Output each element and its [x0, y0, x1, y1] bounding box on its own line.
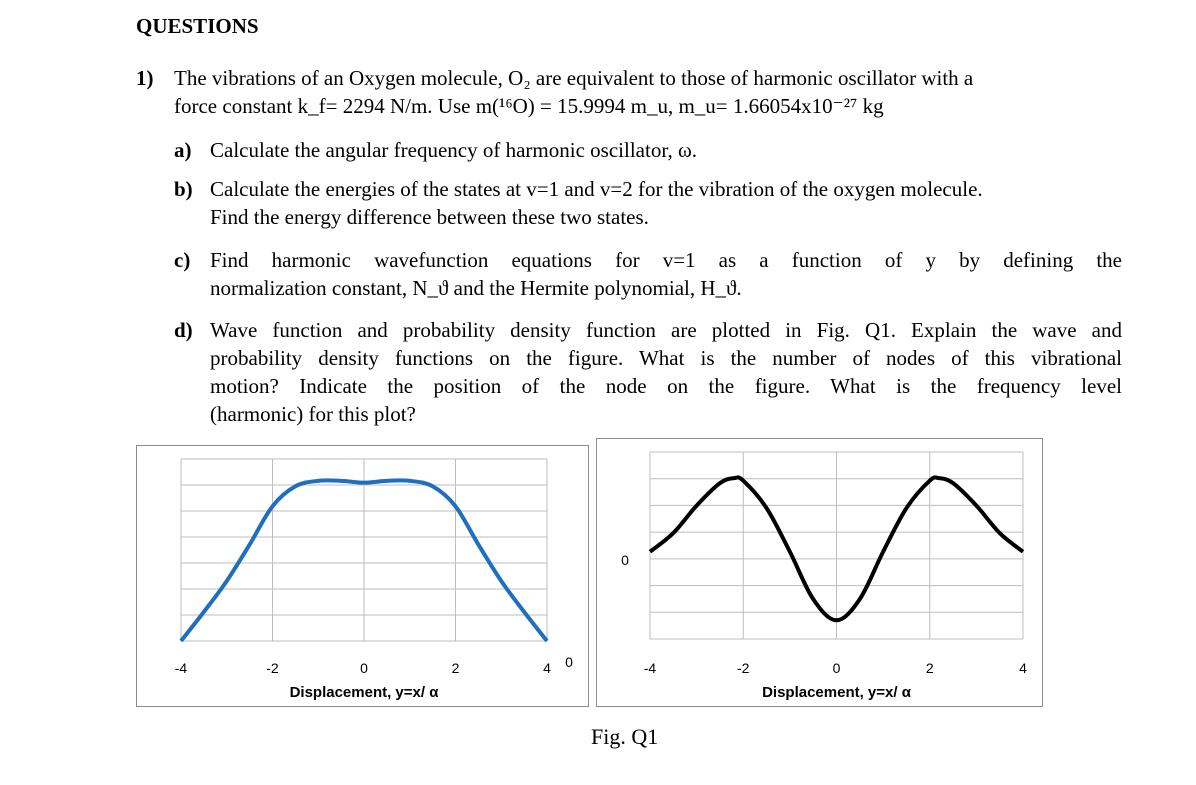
x-tick-label: 2: [925, 660, 934, 676]
x-axis-label: Displacement, y=x/ α: [289, 684, 439, 701]
x-tick-label: 4: [1019, 660, 1027, 676]
part-b-line-1: Calculate the energies of the states at v=1 and v=2 for the vibration of the oxygen molecule.: [210, 177, 983, 201]
figure-caption: Fig. Q1: [591, 724, 659, 749]
question-number: 1): [136, 66, 154, 90]
question-intro-line-2: force constant k_f= 2294 N/m. Use m(¹⁶O) = 15.9994 m_u, m_u= 1.66054x10⁻²⁷ kg: [174, 94, 884, 118]
x-axis-label: Displacement, y=x/ α: [762, 684, 911, 701]
x-tick-label: -4: [174, 660, 188, 676]
part-d-line-1: Wave function and probability density function are plotted in Fig. Q1. Explain the wave and: [210, 318, 1122, 342]
gridlines: [181, 459, 547, 641]
part-c-label: c): [174, 248, 191, 272]
x-tick-label: -4: [643, 660, 657, 676]
probability-density-plot: [137, 446, 588, 706]
part-c-line-1: Find harmonic wavefunction equations for v=1 as a function of y by defining the: [210, 248, 1122, 272]
x-tick-label: -2: [737, 660, 750, 676]
x-tick-label: 2: [451, 660, 460, 676]
x-tick-label: 0: [360, 660, 368, 676]
x-tick-label: 0: [832, 660, 841, 676]
wave-function-chart: [596, 438, 1043, 707]
part-a-line-1: Calculate the angular frequency of harmonic oscillator, ω.: [210, 138, 698, 162]
part-b-label: b): [174, 177, 193, 201]
wave-function-plot: [597, 439, 1042, 706]
y-tick-label: 0: [565, 654, 573, 670]
x-tick-label: 4: [543, 660, 551, 676]
part-d-line-3: motion? Indicate the position of the node on the figure. What is the frequency level: [210, 374, 1122, 398]
part-b-line-2: Find the energy difference between these two states.: [210, 205, 649, 229]
gridlines: [650, 452, 1023, 639]
x-tick-label: -2: [266, 660, 279, 676]
part-c-line-2: normalization constant, N_ϑ and the Hermite polynomial, H_ϑ.: [210, 276, 742, 300]
part-d-line-4: (harmonic) for this plot?: [210, 402, 416, 426]
part-d-label: d): [174, 318, 193, 342]
question-intro-line-1: The vibrations of an Oxygen molecule, O₂ are equivalent to those of harmonic oscillator with a: [174, 66, 974, 90]
probability-density-chart: [136, 445, 589, 707]
part-d-line-2: probability density functions on the figure. What is the number of nodes of this vibrational: [210, 346, 1122, 370]
section-heading: QUESTIONS: [136, 14, 259, 38]
y-tick-label: 0: [621, 552, 629, 568]
part-a-label: a): [174, 138, 192, 162]
